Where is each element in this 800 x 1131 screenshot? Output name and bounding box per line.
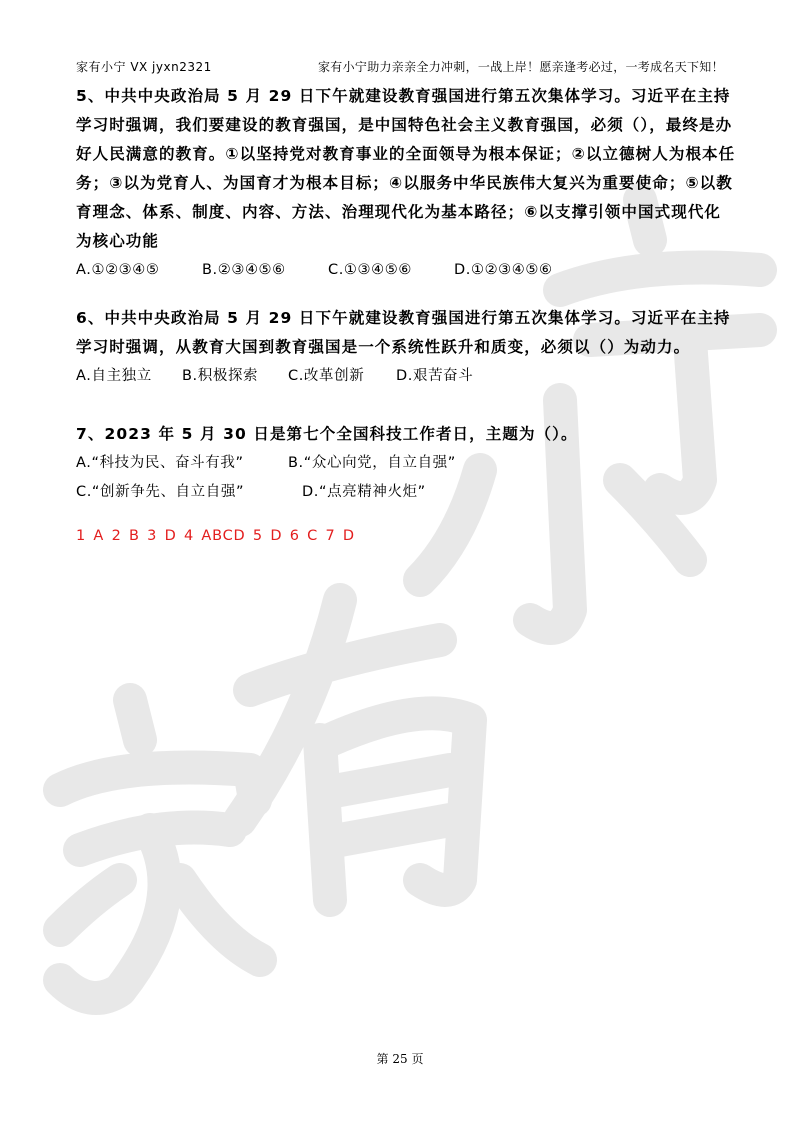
question-text: 7、2023 年 5 月 30 日是第七个全国科技工作者日，主题为（）。 [76,425,578,443]
option-d: D.“点亮精神火炬” [302,484,426,500]
option-a: A.“科技为民、奋斗有我” [76,455,244,471]
option-c: C.“创新争先、自立自强” [76,484,245,500]
option-b: B.②③④⑤⑥ [202,262,286,278]
option-row [76,449,736,478]
question-text: 5、中共中央政治局 5 月 29 日下午就建设教育强国进行第五次集体学习。习近平在主持学习时强调，我们要建设的教育强国，是中国特色社会主义教育强国，必须（），最终是办好人民满意的教育。①以坚持党对教育事业的全面领导为根本保证；②以立德树人为根本任务；③以为党育人、为国育才为根本目标；④以服务中华民族伟大复兴为重要使命；⑤以教育理念、体系、制度、内容、方法、治理现代化为基本路径；⑥以支撑引领中国式现代化为核心功能 [76,87,736,250]
option-a: A.①②③④⑤ [76,262,160,278]
header-slogan: 家有小宁助力亲亲全力冲刺，一战上岸！愿亲逢考必过，一考成名天下知！ [318,60,724,74]
header-contact: 家有小宁 VX jyxn2321 [76,60,212,74]
question-text: 6、中共中央政治局 5 月 29 日下午就建设教育强国进行第五次集体学习。习近平在主持学习时强调，从教育大国到教育强国是一个系统性跃升和质变，必须以（）为动力。 [76,309,731,356]
option-a: A.自主独立 [76,368,152,384]
option-b: B.积极探索 [182,368,259,384]
option-row [76,256,736,285]
option-c: C.改革创新 [288,368,365,384]
question-5 [76,82,736,285]
option-d: D.①②③④⑤⑥ [454,262,553,278]
page-number: 第 25 页 [376,1052,424,1066]
question-6 [76,304,736,391]
option-row [76,478,736,507]
option-c: C.①③④⑤⑥ [328,262,412,278]
option-b: B.“众心向党，自立自强” [288,455,456,471]
answer-key: 1 A 2 B 3 D 4 ABCD 5 D 6 C 7 D [76,528,355,544]
option-d: D.艰苦奋斗 [396,368,474,384]
question-7 [76,420,736,507]
option-row [76,362,736,391]
